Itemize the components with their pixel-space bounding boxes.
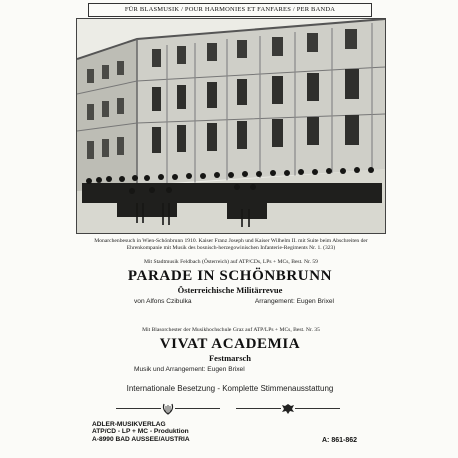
piece2-subtitle: Festmarsch — [208, 353, 251, 363]
publisher-block — [92, 421, 190, 443]
publisher-products: ATP/CD - LP + MC - Produktion — [92, 428, 189, 436]
eagle-emblem-icon — [281, 402, 295, 416]
piece1-subtitle: Österreichische Militärrevue — [177, 285, 283, 295]
catalog-number: A: 861-862 — [322, 437, 358, 444]
piece1-composer: von Alfons Czibulka — [134, 298, 192, 305]
piece1-recording-note: Mit Stadtmusik Feldbach (Österreich) auf ATP/CDs, LPs + MCs, Best. Nr. 59 — [144, 259, 318, 265]
photo-caption: Monarchenbesuch in Wien-Schönbrunn 1910. Kaiser Franz Joseph und Kaiser Wilhelm II. mit Suite beim Abschreiten der Ehrenkompanie mit Musik des bosnisch-herzegowinischen Infanterie-Regiments Nr. 1. (323) — [94, 238, 368, 251]
scoring-note: Internationale Besetzung - Komplette Stimmenausstattung — [126, 384, 334, 393]
ornament-left — [116, 402, 220, 416]
historical-photo — [76, 18, 386, 234]
piece1-credits — [134, 298, 334, 305]
publisher-name: ADLER-MUSIKVERLAG — [92, 421, 166, 428]
piece1-arrangement: Arrangement: Eugen Brixel — [254, 298, 334, 305]
lyre-icon — [161, 402, 175, 416]
piece2-recording-note: Mit Blasorchester der Musikhochschule Graz auf ATP/LPs + MCs, Best. Nr. 35 — [142, 327, 320, 333]
piece2-title: VIVAT ACADEMIA — [159, 336, 301, 352]
piece2-credit: Musik und Arrangement: Eugen Brixel — [134, 366, 245, 373]
piece1-title: PARADE IN SCHÖNBRUNN — [127, 268, 333, 284]
instrumentation-band: FÜR BLASMUSIK / POUR HARMONIES ET FANFARES / PER BANDA — [88, 3, 372, 17]
publisher-address: A-8990 BAD AUSSEE/AUSTRIA — [92, 435, 190, 443]
ornament-right — [236, 402, 340, 416]
